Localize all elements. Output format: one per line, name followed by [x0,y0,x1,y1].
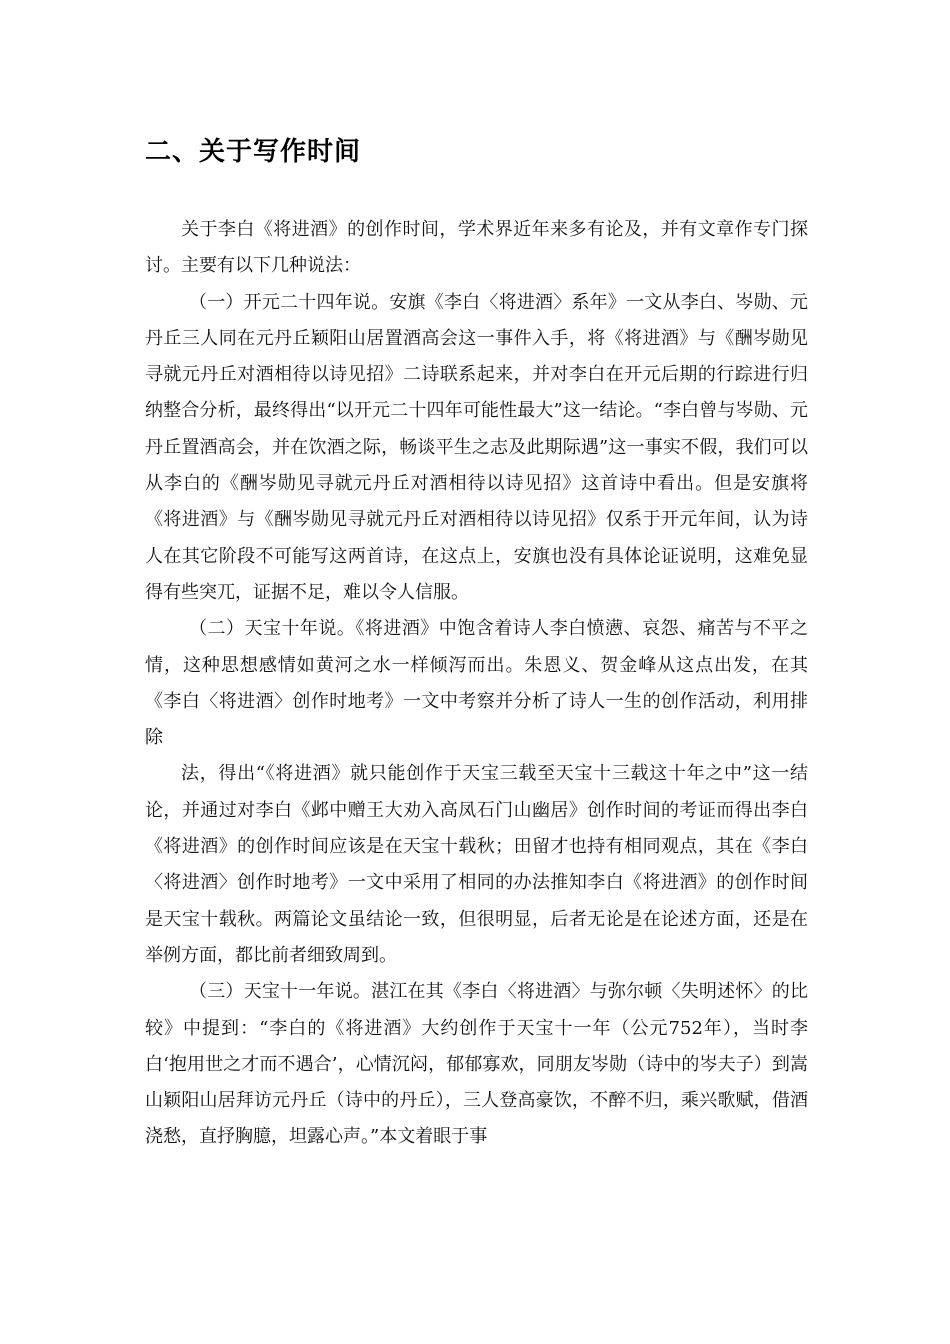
paragraph-tianbao-10-continued: 法，得出“《将进酒》就只能创作于天宝三载至天宝十三载这十年之中”这一结论，并通过对李白《邺中赠王大劝入高凤石门山幽居》创作时间的考证而得出李白《将进酒》的创作时间应该是在天宝十载秋；田留才也持有相同观点，其在《李白〈将进酒〉创作时地考》一文中采用了相同的办法推知李白《将进酒》的创作时间是天宝十载秋。两篇论文虽结论一致，但很明显，后者无论是在论述方面，还是在举例方面，都比前者细致周到。 [145,763,808,966]
section-heading: 二、关于写作时间 [145,137,362,167]
paragraph-tianbao-10: （二）天宝十年说。《将进酒》中饱含着诗人李白愤懑、哀怨、痛苦与不平之情，这种思想感情如黄河之水一样倾泻而出。朱恩义、贺金峰从这点出发，在其《李白〈将进酒〉创作时地考》一文中考察并分析了诗人一生的创作活动，利用排除 [145,618,808,749]
paragraph-tianbao-11: （三）天宝十一年说。湛江在其《李白〈将进酒〉与弥尔顿〈失明述怀〉的比较》中提到：“李白的《将进酒》大约创作于天宝十一年（公元752年），当时李白‘抱用世之才而不遇合’，心情沉闷，郁郁寡欢，同朋友岑勋（诗中的岑夫子）到嵩山颖阳山居拜访元丹丘（诗中的丹丘），三人登高豪饮，不醉不归，乘兴歌赋，借酒浇愁，直抒胸臆，坦露心声。”本文着眼于事 [145,981,808,1148]
body-text [145,212,808,1156]
paragraph-kaiyuan-24: （一）开元二十四年说。安旗《李白〈将进酒〉系年》一文从李白、岑勋、元丹丘三人同在元丹丘颖阳山居置酒高会这一事件入手，将《将进酒》与《酬岑勋见寻就元丹丘对酒相待以诗见招》二诗联系起来，并对李白在开元后期的行踪进行归纳整合分析，最终得出“以开元二十四年可能性最大”这一结论。“李白曾与岑勋、元丹丘置酒高会，并在饮酒之际，畅谈平生之志及此期际遇”这一事实不假，我们可以从李白的《酬岑勋见寻就元丹丘对酒相待以诗见招》这首诗中看出。但是安旗将《将进酒》与《酬岑勋见寻就元丹丘对酒相待以诗见招》仅系于开元年间，认为诗人在其它阶段不可能写这两首诗，在这点上，安旗也没有具体论证说明，这难免显得有些突兀，证据不足，难以令人信服。 [145,291,808,603]
paragraph-intro: 关于李白《将进酒》的创作时间，学术界近年来多有论及，并有文章作专门探讨。主要有以下几种说法： [145,219,808,277]
